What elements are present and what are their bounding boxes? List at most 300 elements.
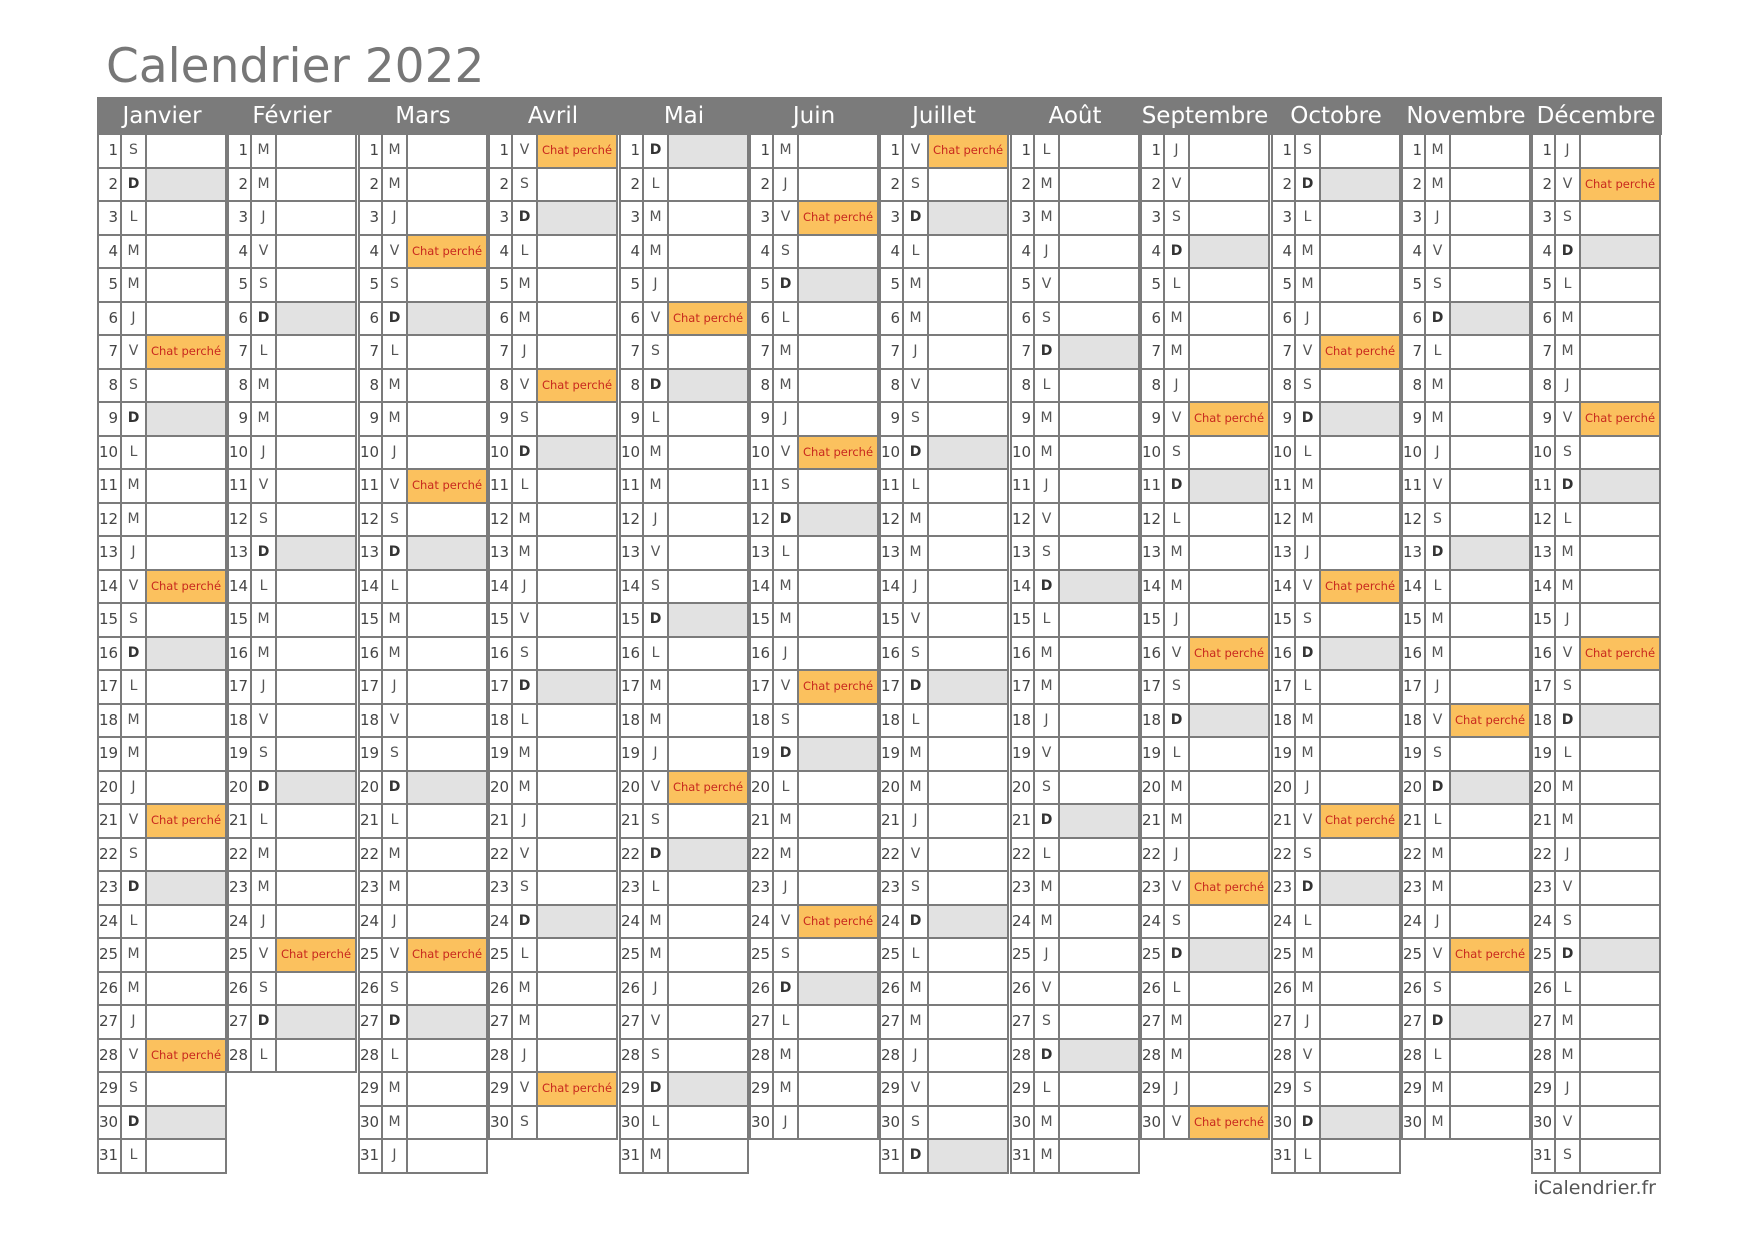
- day-row: [358, 772, 488, 806]
- day-number: 29: [1403, 1073, 1426, 1105]
- day-row: [227, 504, 357, 538]
- weekday-letter: J: [904, 571, 929, 603]
- day-row: [97, 805, 227, 839]
- note-cell: [408, 839, 486, 871]
- note-cell: [408, 705, 486, 737]
- day-number: 16: [621, 638, 644, 670]
- day-row: [1010, 370, 1140, 404]
- day-number: 16: [1403, 638, 1426, 670]
- day-number: 12: [751, 504, 774, 536]
- weekday-letter: S: [774, 470, 799, 502]
- day-row: [879, 403, 1009, 437]
- day-number: 11: [229, 470, 252, 502]
- day-row: [879, 1140, 1009, 1174]
- weekday-letter: S: [383, 973, 408, 1005]
- day-number: 17: [99, 671, 122, 703]
- weekday-letter: L: [1426, 571, 1451, 603]
- day-row: [227, 403, 357, 437]
- note-cell: [1060, 403, 1138, 435]
- day-number: 22: [360, 839, 383, 871]
- weekday-letter: M: [383, 1107, 408, 1139]
- day-number: 23: [881, 872, 904, 904]
- note-cell: [147, 772, 225, 804]
- day-number: 27: [1533, 1006, 1556, 1038]
- weekday-letter: V: [252, 236, 277, 268]
- note-cell: [408, 135, 486, 167]
- day-row: [1531, 537, 1661, 571]
- day-row: [1140, 973, 1270, 1007]
- day-number: 9: [1273, 403, 1296, 435]
- note-cell: [669, 738, 747, 770]
- note-cell: [147, 973, 225, 1005]
- day-number: 16: [751, 638, 774, 670]
- weekday-letter: D: [1296, 403, 1321, 435]
- weekday-letter: D: [122, 403, 147, 435]
- event-cell: Chat perché: [538, 135, 616, 167]
- weekday-letter: M: [774, 336, 799, 368]
- day-number: 23: [751, 872, 774, 904]
- day-row: [1531, 604, 1661, 638]
- day-number: 27: [1273, 1006, 1296, 1038]
- day-row: [1271, 470, 1401, 504]
- day-row: [227, 236, 357, 270]
- day-row: [879, 1107, 1009, 1141]
- day-row: [749, 571, 879, 605]
- weekday-letter: L: [1426, 1040, 1451, 1072]
- note-cell: [669, 169, 747, 201]
- day-number: 6: [99, 303, 122, 335]
- day-number: 2: [1533, 169, 1556, 201]
- weekday-letter: V: [252, 939, 277, 971]
- day-row: [97, 738, 227, 772]
- day-row: [488, 671, 618, 705]
- note-cell: [1060, 202, 1138, 234]
- day-number: 13: [1273, 537, 1296, 569]
- note-cell: [669, 1040, 747, 1072]
- day-row: [1401, 872, 1531, 906]
- note-cell: [1190, 671, 1268, 703]
- day-number: 12: [360, 504, 383, 536]
- day-row: [488, 939, 618, 973]
- day-row: [1010, 671, 1140, 705]
- weekday-letter: M: [774, 805, 799, 837]
- day-number: 6: [751, 303, 774, 335]
- weekday-letter: S: [1556, 437, 1581, 469]
- note-cell: [1451, 604, 1529, 636]
- weekday-letter: S: [383, 504, 408, 536]
- weekday-letter: J: [1035, 236, 1060, 268]
- day-number: 7: [621, 336, 644, 368]
- weekday-letter: D: [1426, 537, 1451, 569]
- day-number: 15: [621, 604, 644, 636]
- day-number: 8: [1012, 370, 1035, 402]
- day-row: [1531, 839, 1661, 873]
- day-row: [97, 705, 227, 739]
- day-number: 22: [1533, 839, 1556, 871]
- note-cell: [538, 839, 616, 871]
- day-number: 26: [881, 973, 904, 1005]
- day-number: 16: [99, 638, 122, 670]
- note-cell: [147, 504, 225, 536]
- day-number: 23: [621, 872, 644, 904]
- day-number: 14: [1533, 571, 1556, 603]
- day-number: 10: [99, 437, 122, 469]
- day-number: 12: [1142, 504, 1165, 536]
- day-number: 20: [1012, 772, 1035, 804]
- note-cell: [147, 202, 225, 234]
- weekday-letter: V: [1296, 1040, 1321, 1072]
- weekday-letter: S: [252, 269, 277, 301]
- day-row: [749, 437, 879, 471]
- day-row: [749, 973, 879, 1007]
- weekday-letter: S: [122, 604, 147, 636]
- day-row: [749, 872, 879, 906]
- day-number: 18: [490, 705, 513, 737]
- day-number: 25: [881, 939, 904, 971]
- weekday-letter: M: [644, 671, 669, 703]
- note-cell: [1321, 1006, 1399, 1038]
- event-cell: Chat perché: [1451, 705, 1529, 737]
- day-number: 30: [751, 1107, 774, 1139]
- day-row: [227, 202, 357, 236]
- day-row: [1140, 638, 1270, 672]
- day-row: [488, 336, 618, 370]
- day-number: 17: [1403, 671, 1426, 703]
- weekday-letter: M: [644, 437, 669, 469]
- day-number: 11: [490, 470, 513, 502]
- weekday-letter: J: [904, 805, 929, 837]
- note-cell: [929, 336, 1007, 368]
- day-number: 24: [751, 906, 774, 938]
- weekday-letter: M: [1556, 805, 1581, 837]
- note-cell: [277, 537, 355, 569]
- weekday-letter: D: [644, 839, 669, 871]
- event-cell: Chat perché: [1581, 403, 1659, 435]
- day-number: 17: [360, 671, 383, 703]
- weekday-letter: V: [1296, 571, 1321, 603]
- weekday-letter: L: [1296, 202, 1321, 234]
- day-number: 17: [621, 671, 644, 703]
- note-cell: [799, 705, 877, 737]
- day-row: [1271, 1107, 1401, 1141]
- day-row: [1010, 872, 1140, 906]
- note-cell: [1060, 738, 1138, 770]
- day-number: 29: [490, 1073, 513, 1105]
- day-row: [358, 437, 488, 471]
- day-number: 2: [881, 169, 904, 201]
- day-row: [358, 571, 488, 605]
- note-cell: [1581, 236, 1659, 268]
- weekday-letter: D: [122, 1107, 147, 1139]
- weekday-letter: J: [383, 671, 408, 703]
- day-row: [1531, 772, 1661, 806]
- day-number: 5: [621, 269, 644, 301]
- day-number: 13: [229, 537, 252, 569]
- weekday-letter: M: [1426, 135, 1451, 167]
- day-number: 26: [751, 973, 774, 1005]
- day-row: [97, 336, 227, 370]
- weekday-letter: D: [1165, 705, 1190, 737]
- note-cell: [1060, 705, 1138, 737]
- day-row: [1010, 571, 1140, 605]
- day-number: 28: [881, 1040, 904, 1072]
- weekday-letter: J: [1035, 939, 1060, 971]
- note-cell: [1451, 269, 1529, 301]
- weekday-letter: D: [1035, 571, 1060, 603]
- day-number: 10: [881, 437, 904, 469]
- day-number: 27: [1012, 1006, 1035, 1038]
- weekday-letter: M: [904, 269, 929, 301]
- weekday-letter: S: [644, 805, 669, 837]
- day-number: 9: [1533, 403, 1556, 435]
- day-row: [97, 638, 227, 672]
- note-cell: [1451, 1107, 1529, 1139]
- weekday-letter: L: [252, 1040, 277, 1072]
- day-number: 20: [99, 772, 122, 804]
- note-cell: [669, 370, 747, 402]
- day-row: [619, 772, 749, 806]
- day-number: 8: [1403, 370, 1426, 402]
- day-number: 27: [1142, 1006, 1165, 1038]
- note-cell: [929, 872, 1007, 904]
- note-cell: [929, 738, 1007, 770]
- weekday-letter: D: [1035, 805, 1060, 837]
- day-number: 4: [360, 236, 383, 268]
- note-cell: [799, 1040, 877, 1072]
- day-number: 19: [229, 738, 252, 770]
- day-row: [879, 135, 1009, 169]
- day-row: [879, 1073, 1009, 1107]
- note-cell: [1581, 772, 1659, 804]
- note-cell: [147, 604, 225, 636]
- day-number: 11: [360, 470, 383, 502]
- weekday-letter: M: [1556, 303, 1581, 335]
- note-cell: [929, 671, 1007, 703]
- weekday-letter: M: [774, 1073, 799, 1105]
- weekday-letter: M: [644, 236, 669, 268]
- note-cell: [1190, 705, 1268, 737]
- weekday-letter: L: [644, 872, 669, 904]
- weekday-letter: S: [1296, 1073, 1321, 1105]
- day-row: [1401, 638, 1531, 672]
- day-row: [97, 236, 227, 270]
- note-cell: [669, 135, 747, 167]
- day-row: [1271, 537, 1401, 571]
- weekday-letter: S: [1556, 1140, 1581, 1172]
- note-cell: [1451, 236, 1529, 268]
- day-number: 8: [99, 370, 122, 402]
- day-row: [1140, 906, 1270, 940]
- weekday-letter: L: [252, 571, 277, 603]
- note-cell: [1060, 169, 1138, 201]
- day-row: [879, 236, 1009, 270]
- event-cell: Chat perché: [1321, 571, 1399, 603]
- weekday-letter: M: [1035, 169, 1060, 201]
- note-cell: [1451, 135, 1529, 167]
- day-number: 15: [490, 604, 513, 636]
- weekday-letter: S: [513, 403, 538, 435]
- day-number: 26: [360, 973, 383, 1005]
- day-number: 5: [1012, 269, 1035, 301]
- day-row: [1010, 303, 1140, 337]
- weekday-letter: M: [1035, 1140, 1060, 1172]
- weekday-letter: V: [513, 370, 538, 402]
- day-row: [488, 269, 618, 303]
- day-row: [358, 973, 488, 1007]
- note-cell: [1321, 738, 1399, 770]
- weekday-letter: M: [904, 303, 929, 335]
- weekday-letter: L: [1296, 906, 1321, 938]
- day-number: 21: [751, 805, 774, 837]
- weekday-letter: J: [1556, 604, 1581, 636]
- day-row: [1401, 437, 1531, 471]
- note-cell: [1190, 906, 1268, 938]
- note-cell: [669, 638, 747, 670]
- weekday-letter: V: [383, 939, 408, 971]
- day-number: 22: [621, 839, 644, 871]
- day-row: [358, 805, 488, 839]
- note-cell: [1190, 437, 1268, 469]
- day-row: [97, 1140, 227, 1174]
- day-number: 16: [229, 638, 252, 670]
- weekday-letter: S: [1426, 973, 1451, 1005]
- day-row: [879, 671, 1009, 705]
- weekday-letter: M: [383, 638, 408, 670]
- note-cell: [929, 638, 1007, 670]
- note-cell: [1321, 839, 1399, 871]
- day-row: [1531, 169, 1661, 203]
- note-cell: [1321, 705, 1399, 737]
- day-number: 19: [1012, 738, 1035, 770]
- weekday-letter: V: [1296, 805, 1321, 837]
- note-cell: [1321, 671, 1399, 703]
- day-number: 27: [1403, 1006, 1426, 1038]
- weekday-letter: S: [122, 135, 147, 167]
- event-cell: Chat perché: [408, 470, 486, 502]
- weekday-letter: M: [122, 470, 147, 502]
- weekday-letter: V: [1165, 169, 1190, 201]
- day-number: 19: [621, 738, 644, 770]
- note-cell: [408, 504, 486, 536]
- note-cell: [408, 1040, 486, 1072]
- day-row: [1271, 1073, 1401, 1107]
- weekday-letter: S: [1035, 1006, 1060, 1038]
- day-row: [227, 839, 357, 873]
- note-cell: [147, 1073, 225, 1105]
- day-row: [1010, 504, 1140, 538]
- note-cell: [1321, 135, 1399, 167]
- weekday-letter: M: [252, 403, 277, 435]
- note-cell: [669, 805, 747, 837]
- note-cell: [929, 906, 1007, 938]
- weekday-letter: J: [1035, 705, 1060, 737]
- day-row: [1010, 1006, 1140, 1040]
- event-cell: Chat perché: [147, 1040, 225, 1072]
- day-number: 15: [1142, 604, 1165, 636]
- day-number: 31: [1533, 1140, 1556, 1172]
- weekday-letter: J: [513, 805, 538, 837]
- day-number: 19: [1142, 738, 1165, 770]
- day-number: 16: [881, 638, 904, 670]
- note-cell: [408, 805, 486, 837]
- day-number: 22: [1273, 839, 1296, 871]
- day-row: [879, 571, 1009, 605]
- day-number: 20: [229, 772, 252, 804]
- weekday-letter: S: [383, 269, 408, 301]
- day-number: 15: [229, 604, 252, 636]
- event-cell: Chat perché: [147, 571, 225, 603]
- weekday-letter: M: [1426, 638, 1451, 670]
- note-cell: [1581, 571, 1659, 603]
- weekday-letter: S: [904, 638, 929, 670]
- weekday-letter: M: [904, 537, 929, 569]
- day-row: [1271, 1040, 1401, 1074]
- weekday-letter: D: [644, 1073, 669, 1105]
- note-cell: [147, 537, 225, 569]
- note-cell: [669, 839, 747, 871]
- weekday-letter: V: [1165, 872, 1190, 904]
- note-cell: [669, 236, 747, 268]
- day-row: [619, 269, 749, 303]
- weekday-letter: J: [1556, 839, 1581, 871]
- weekday-letter: M: [904, 973, 929, 1005]
- day-number: 6: [1533, 303, 1556, 335]
- day-row: [1140, 269, 1270, 303]
- day-row: [227, 906, 357, 940]
- note-cell: [277, 638, 355, 670]
- day-number: 8: [360, 370, 383, 402]
- day-number: 9: [229, 403, 252, 435]
- day-row: [749, 370, 879, 404]
- day-number: 1: [621, 135, 644, 167]
- day-number: 10: [621, 437, 644, 469]
- day-number: 2: [99, 169, 122, 201]
- day-row: [1010, 437, 1140, 471]
- weekday-letter: D: [1296, 872, 1321, 904]
- day-row: [1531, 336, 1661, 370]
- day-number: 5: [1273, 269, 1296, 301]
- note-cell: [1060, 537, 1138, 569]
- note-cell: [1060, 504, 1138, 536]
- note-cell: [799, 403, 877, 435]
- day-number: 21: [490, 805, 513, 837]
- note-cell: [277, 604, 355, 636]
- day-row: [1271, 805, 1401, 839]
- note-cell: [1190, 1040, 1268, 1072]
- weekday-letter: J: [644, 973, 669, 1005]
- note-cell: [1190, 169, 1268, 201]
- day-row: [227, 1006, 357, 1040]
- note-cell: [538, 437, 616, 469]
- day-row: [1401, 671, 1531, 705]
- weekday-letter: M: [513, 537, 538, 569]
- weekday-letter: J: [644, 269, 669, 301]
- day-row: [358, 269, 488, 303]
- day-number: 23: [1273, 872, 1296, 904]
- day-number: 16: [360, 638, 383, 670]
- note-cell: [799, 738, 877, 770]
- day-row: [97, 839, 227, 873]
- day-number: 5: [490, 269, 513, 301]
- weekday-letter: D: [1035, 1040, 1060, 1072]
- note-cell: [147, 135, 225, 167]
- weekday-letter: M: [1296, 939, 1321, 971]
- note-cell: [1060, 1073, 1138, 1105]
- day-number: 2: [1403, 169, 1426, 201]
- note-cell: [408, 872, 486, 904]
- weekday-letter: D: [1426, 1006, 1451, 1038]
- note-cell: [1060, 973, 1138, 1005]
